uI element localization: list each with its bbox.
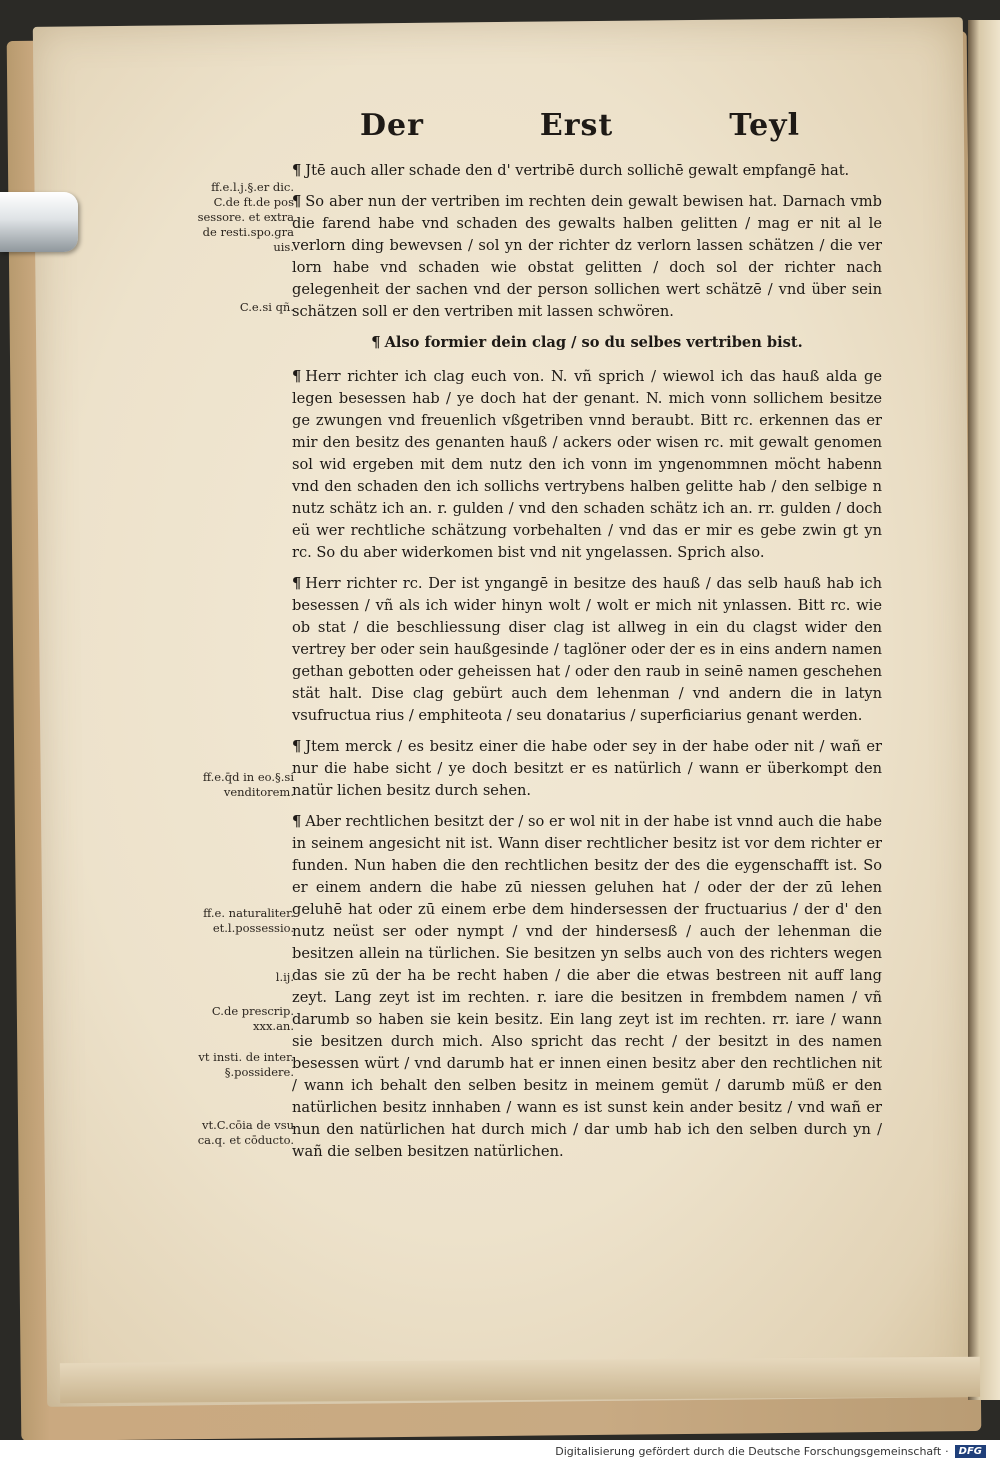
margin-note-6: C.de prescrip. xxx.an.	[211, 1004, 294, 1033]
margin-note-8: vt.C.cōia de vsu ca.q. et cōducto.	[197, 1118, 294, 1147]
paragraph	[292, 366, 882, 564]
paragraph-text: Jtem merck / es besitz einer die habe oder sey in der habe oder nit / wañ er nur die habe sicht / ye doch besitzt er es natürlich / wann er überkompt den natür lichen besitz durch sehen.	[292, 738, 882, 799]
next-page-edge	[968, 20, 1000, 1400]
paragraph	[292, 160, 882, 182]
pilcrow-mark: ¶	[292, 162, 302, 179]
pilcrow-mark: ¶	[292, 575, 302, 592]
paragraph-text: Herr richter ich clag euch von. N. vñ sprich / wiewol ich das hauß alda ge legen besessen hab / ye doch hat der genant. N. mich vonn sollichem besitze ge zwungen vnd freuenlich vßgetriben vnnd beraubt. Bitt rc. erkennen das er mir den besitz des genanten hauß / ackers oder wisen rc. mit gewalt genomen sol wid ergeben mit dem nutz den ich vonn im yngenommnen möcht habenn vnd den schaden den ich sollichs vertrybens halben gelitte hab / den selbige n nutz schätz ich an. r. gulden / vnd den schaden schätz ich an. rr. gulden / doch eü wer rechtliche schätzung vorbehalten / vnd das er mir es gebe zwin gt yn rc. So du aber widerkomen bist vnd nit yngelassen. Sprich also.	[292, 368, 882, 561]
footer-bar	[0, 1440, 1000, 1462]
paragraph	[292, 191, 882, 323]
paragraph	[292, 573, 882, 727]
page-bottom-edge	[60, 1357, 980, 1403]
funding-credit: Digitalisierung gefördert durch die Deutsche Forschungsgemeinschaft	[555, 1444, 942, 1458]
running-head	[360, 108, 800, 143]
pilcrow-mark: ¶	[292, 193, 302, 210]
margin-note-5: l.ij.	[275, 970, 294, 984]
page-clip	[0, 192, 78, 252]
paragraph	[292, 811, 882, 1163]
margin-note-3: ff.e.q̄d in eo.§.si venditorem.	[202, 770, 294, 799]
pilcrow-mark: ¶	[371, 334, 381, 351]
margin-note-4: ff.e. naturaliter. et.l.possessio.	[203, 906, 294, 935]
running-head-word-2: Erst	[539, 108, 614, 143]
running-head-word-3: Teyl	[729, 108, 800, 143]
main-text	[292, 160, 882, 1172]
margin-note-7: vt insti. de inter. §.possidere.	[198, 1050, 294, 1079]
margin-note-1: ff.e.l.j.§.er dic. C.de ft.de pos sessore. et extra de resti.spo.gra uis.	[197, 180, 294, 254]
section-heading-text: Also formier dein clag / so du selbes vertriben bist.	[384, 334, 803, 351]
paragraph-text: Jtē auch aller schade den d' vertribē durch sollichē gewalt empfangē hat.	[305, 162, 850, 179]
section-heading	[292, 332, 882, 354]
paragraph-text: Aber rechtlichen besitzt der / so er wol nit in der habe ist vnnd auch die habe in seinem angesicht nit ist. Wann diser rechtlicher besitz ist vor dem richter er funden. Nun haben die den rechtlichen besitz der des die eygenschafft ist. So er einem andern die habe zū niessen geluhen hat / oder der der zū lehen geluhē hat oder zū einem erbe dem hindersessen der fructuarius / der d' den nutz neüst ser oder nympt / vnd der hindersesß / auch der lehenman die besitzen allein na türlichen. Sie besitzen yn selbs auch von des richters wegen das sie zū der ha be recht haben / die aber die etwas bestreen nit auff lang zeyt. Lang zeyt ist im rechten. r. iare die besitzen in frembdem namen / vñ darumb so haben sie kein besitz. Ein lang zeyt ist im rechten. rr. iare / wann sie besitzen durch mich. Also spricht das recht / der besitzt in des namen besessen würt / vnd darumb hat er innen einen besitz aber den rechtlichen nit / wann ich behalt den selben besitz in meinem gemüt / darumb müß er den natürlichen besitz innhaben / wann es ist sunst kein ander besitz / vnd wañ er nun den natürlichen hat durch mich / dar umb hab ich den selben durch yn / wañ die selben besitzen natürlichen.	[292, 813, 882, 1160]
pilcrow-mark: ¶	[292, 738, 302, 755]
dfg-logo[interactable]: DFG	[955, 1445, 986, 1458]
margin-note-2: C.e.si qñ.	[239, 300, 294, 314]
pilcrow-mark: ¶	[292, 368, 302, 385]
pilcrow-mark: ¶	[292, 813, 302, 830]
paragraph-text: So aber nun der vertriben im rechten dein gewalt bewisen hat. Darnach vmb die farend habe vnd schaden des gewalts halben gelitten / mag er nit al le verlorn ding bewevsen / sol yn der richter dz verlorn lassen schätzen / die ver lorn habe vnd schaden wie obstat gelitten / doch sol der richter nach gelegenheit der sachen vnd der person sollichen wert schätzē / vnd über sein schätzen soll er den vertriben mit lassen schwören.	[292, 193, 882, 320]
paragraph-text: Herr richter rc. Der ist yngangē in besitze des hauß / das selb hauß hab ich besessen / vñ als ich wider hinyn wolt / wolt er mich nit ynlassen. Bitt rc. wie ob stat / die beschliessung diser clag ist allweg in ein du clagst wider den vertrey ber oder sein haußgesinde / taglöner oder der es in eins andern namen gethan gebotten oder geheissen hat / oder den raub in seinē namen geschehen stät halt. Dise clag gebürt auch dem lehenman / vnd andern die in latyn vsufructua rius / emphiteota / seu donatarius / superficiarius genant werden.	[292, 575, 882, 724]
running-head-word-1: Der	[360, 108, 424, 143]
footer-separator: ·	[945, 1444, 949, 1458]
paragraph	[292, 736, 882, 802]
